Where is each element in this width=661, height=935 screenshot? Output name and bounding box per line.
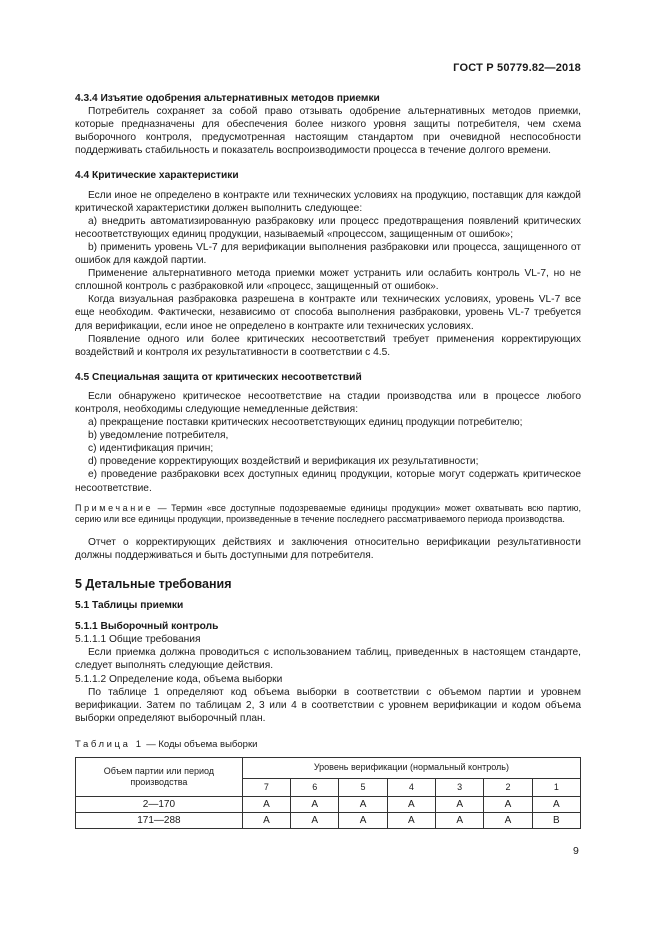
list-item: c) идентификация причин; [88,443,214,455]
list-item: а) прекращение поставки критических несоответствующих единиц продукции потребителю; [88,417,523,429]
table-row [76,796,581,812]
paragraph: Появление одного или более критических несоответствий требует применения корректирующих воздействий и контроля их результативности в соответствии с 4.5. [75,333,581,358]
heading-4-3-4: 4.3.4 Изъятие одобрения альтернативных методов приемки [75,93,380,104]
paragraph: Если иное не определено в контракте или технических условиях на продукцию, поставщик для каждой критической характеристики должен выполнить следующее: [75,189,581,214]
paragraph: По таблице 1 определяют код объема выборки в соответствии с объемом партии и уровнем верификации. Затем по таблицам 2, 3 или 4 в соответствии с уровнем верификации и кодом объема выборки определяют выборочный план. [75,686,581,724]
note-text: — Термин «все доступные подозреваемые единицы продукции» может охватывать всю партию, серию или все единицы продукции, произведенные в течение последнего рассматриваемого периода производства. [75,502,581,525]
table-cell-code: A [387,796,435,812]
table-cell-code: A [242,796,290,812]
heading-5-1-1-2: 5.1.1.2 Определение кода, объема выборки [75,673,283,685]
table-header-level: 3 [436,778,484,796]
table-cell-lot: 2—170 [76,796,243,812]
heading-5-1-1: 5.1.1 Выборочный контроль [75,621,219,633]
table-cell-code: A [242,812,290,828]
page-number: 9 [573,845,579,857]
table-cell-code: A [532,796,580,812]
note-label: Примечание [75,502,154,513]
paragraph: Отчет о корректирующих действиях и заключения относительно верификации результативности должны поддерживаться и быть доступными для потребителя. [75,536,581,561]
table-header-level: 1 [532,778,580,796]
main-content [75,92,581,829]
list-item: b) применить уровень VL-7 для верификации выполнения разбраковки или процесса, защищенного от ошибок для каждой партии. [75,241,581,267]
table-caption-label: Таблица 1 [75,738,144,750]
paragraph: Когда визуальная разбраковка разрешена в контракте или технических условиях, уровень VL-7 все еще необходим. Фактически, независимо от способа выполнения разбраковки, уровень VL-7 требуется для верификации, если иное не определено в контракте или технических условиях. [75,294,581,332]
paragraph: Применение альтернативного метода приемки может устранить или ослабить контроль VL-7, но не сплошной контроль с разбраковкой или «процесс, защищенный от ошибок». [75,268,581,293]
table-cell-code: A [484,796,532,812]
table-header-level: 7 [242,778,290,796]
note [75,503,581,526]
table-cell-lot: 171—288 [76,812,243,828]
table-cell-code: A [436,796,484,812]
table-cell-code: A [436,812,484,828]
table-cell-code: A [484,812,532,828]
heading-4-4: 4.4 Критические характеристики [75,170,239,182]
table-header-level: 5 [339,778,387,796]
paragraph: Если обнаружено критическое несоответствие на стадии производства или в процессе любого контроля, необходимы следующие немедленные действия: [75,390,581,415]
table-cell-code: A [291,796,339,812]
table-cell-code: A [339,812,387,828]
list-item: а) внедрить автоматизированную разбраковку или процесс предотвращения появлений критических несоответствующих единиц продукции, называемый «процессом, защищенным от ошибок»; [75,215,581,240]
table-caption-text: — Коды объема выборки [143,738,258,750]
standard-header: ГОСТ Р 50779.82—2018 [453,62,581,74]
table-header-level: 6 [291,778,339,796]
table-header-level: 4 [387,778,435,796]
heading-4-5: 4.5 Специальная защита от критических несоответствий [75,371,362,383]
heading-5: 5 Детальные требования [75,577,232,591]
table-caption [75,739,581,751]
paragraph: Если приемка должна проводиться с использованием таблиц, приведенных в настоящем стандарте, следует выполнять следующие действия. [75,647,581,672]
table-cell-code: A [387,812,435,828]
list-item: e) проведение разбраковки всех доступных единиц продукции, которые могут содержать критическое несоответствие. [75,469,581,494]
table-cell-code: A [291,812,339,828]
list-item: d) проведение корректирующих воздействий и верификация их результативности; [88,456,479,468]
sample-size-code-table [75,757,581,829]
table-cell-code: B [532,812,580,828]
table-header-verification-level: Уровень верификации (нормальный контроль) [242,757,580,778]
table-header-level: 2 [484,778,532,796]
heading-5-1: 5.1 Таблицы приемки [75,600,184,612]
list-item: b) уведомление потребителя, [88,430,229,442]
table-header-lot-size: Объем партии или период производства [76,757,243,796]
heading-5-1-1-1: 5.1.1.1 Общие требования [75,634,201,646]
paragraph: Потребитель сохраняет за собой право отзывать одобрение альтернативных методов приемки, которые предназначены для обеспечения более низкого уровня защиты потребителя, чем схема выборочного контроля, предусмотренная настоящим стандартом при очевидной неспособности поддерживать стабильность и показатель воспроизводимости процесса в течение долгого времени. [75,106,581,157]
table-cell-code: A [339,796,387,812]
table-row [76,812,581,828]
